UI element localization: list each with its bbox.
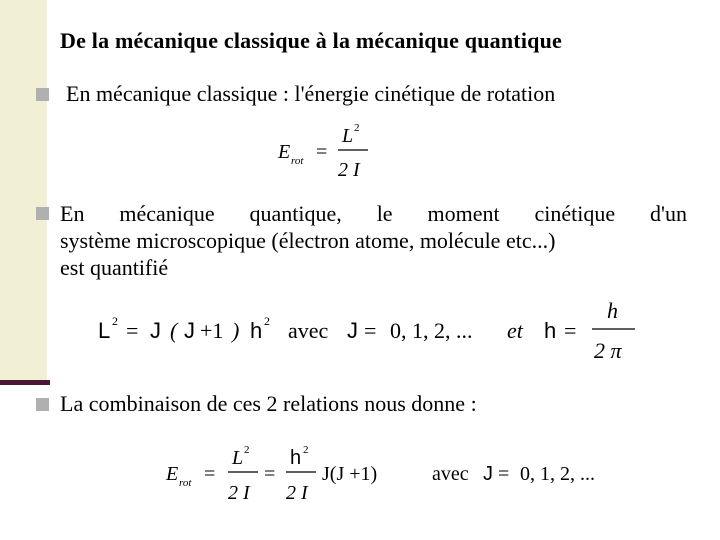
decorative-side-band	[0, 0, 47, 382]
eq2-equals-3: =	[564, 318, 577, 343]
eq3-j: J	[483, 463, 493, 485]
eq3-equals: =	[204, 463, 216, 485]
bullet-marker	[36, 398, 49, 411]
decorative-rule	[0, 380, 50, 385]
eq2-avec: avec	[288, 318, 329, 343]
bullet-2-line-1: En mécanique quantique, le moment cinétique d'un	[60, 201, 687, 226]
eq2-lparen: (	[170, 318, 178, 343]
eq2-values: 0, 1, 2, ...	[390, 318, 473, 343]
eq3-num2-exp: 2	[303, 444, 309, 456]
eq1-equals: =	[316, 141, 328, 163]
equation-rotational-energy	[270, 118, 380, 187]
eq2-l: L	[98, 318, 111, 343]
eq3-values: 0, 1, 2, ...	[520, 463, 595, 485]
bullet-2-line-2: système microscopique (électron atome, molécule etc...)	[60, 228, 556, 253]
eq1-numerator-exp: 2	[354, 122, 360, 134]
eq2-equals-2: =	[364, 318, 377, 343]
bullet-2-line-3: est quantifié	[60, 255, 169, 280]
eq1-denominator: 2 I	[338, 159, 360, 181]
eq2-l-exp: 2	[112, 314, 118, 328]
eq2-et: et	[507, 318, 523, 343]
equation-angular-momentum	[92, 296, 652, 369]
eq2-frac-den: 2 π	[594, 338, 622, 363]
eq3-equals-2: =	[264, 463, 276, 485]
eq2-rparen: )	[232, 318, 240, 343]
eq3-den2: 2 I	[286, 482, 308, 504]
bullet-marker	[36, 88, 49, 101]
eq3-num2: h	[290, 447, 302, 469]
eq2-j1: J	[150, 318, 161, 343]
eq3-rest: J(J +1)	[322, 463, 378, 485]
eq3-equals-3: =	[498, 463, 510, 485]
eq2-equals: =	[126, 318, 139, 343]
bullet-1-text: En mécanique classique : l'énergie cinétique de rotation	[66, 81, 556, 106]
eq2-hbar-2: h	[544, 318, 557, 343]
eq3-num1-exp: 2	[244, 444, 250, 456]
eq2-hbar: h	[250, 318, 263, 343]
eq2-j2: J	[184, 318, 195, 343]
eq3-den1: 2 I	[228, 482, 250, 504]
eq2-j3: J	[347, 318, 358, 343]
eq3-e: E	[166, 463, 179, 485]
eq2-hbar-exp: 2	[264, 314, 270, 328]
eq3-sub: rot	[179, 477, 192, 489]
eq1-sub: rot	[291, 155, 304, 167]
bullet-marker	[36, 207, 49, 220]
eq3-avec: avec	[432, 463, 469, 485]
eq2-frac-num: h	[607, 298, 618, 323]
eq2-plus-one: +1	[200, 318, 224, 343]
eq3-num1: L	[232, 447, 244, 469]
eq1-numerator: L	[342, 125, 354, 147]
slide-title: De la mécanique classique à la mécanique quantique	[60, 28, 562, 53]
bullet-3-text: La combinaison de ces 2 relations nous donne :	[60, 391, 477, 416]
eq1-e: E	[278, 141, 291, 163]
bullet-2-text	[60, 200, 687, 281]
equation-combined	[160, 438, 630, 511]
